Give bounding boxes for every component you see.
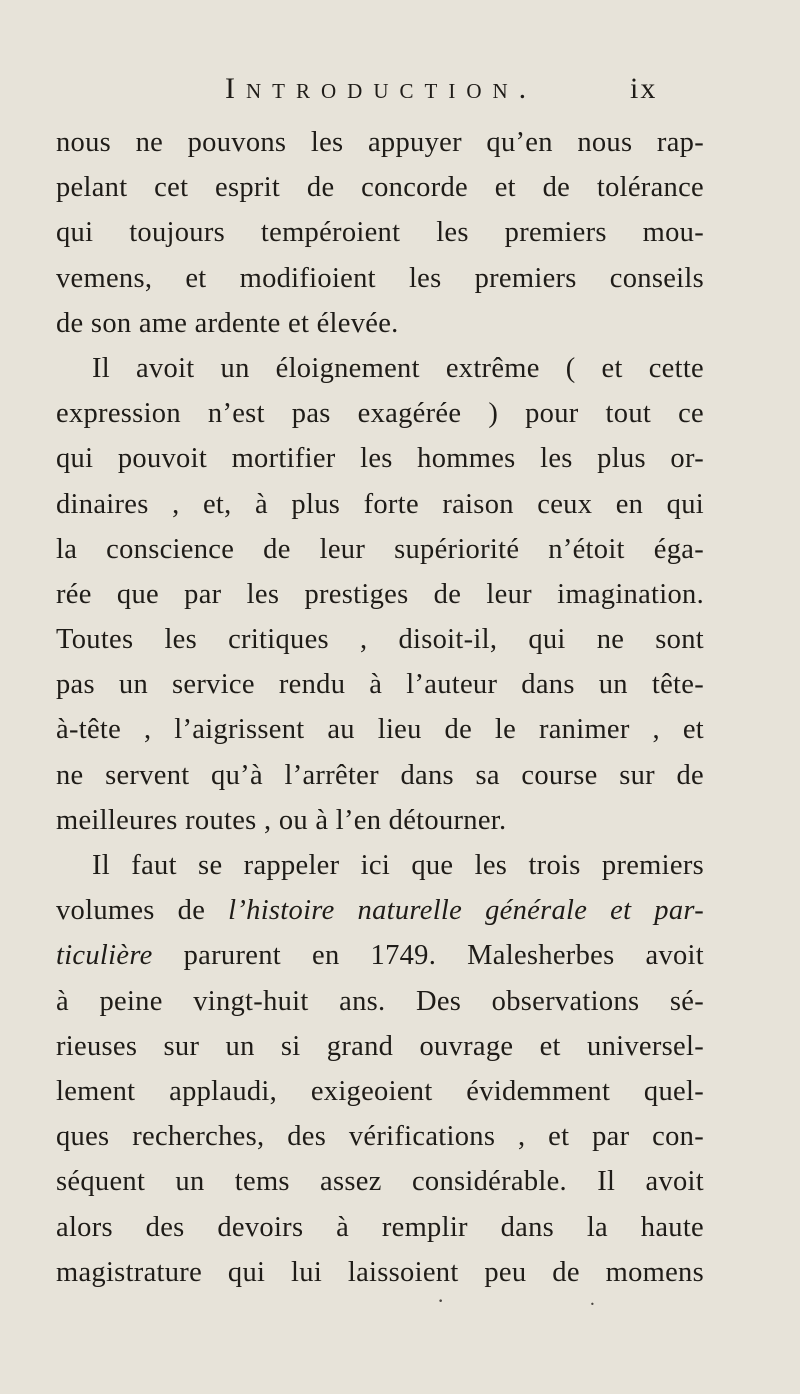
text-line: pelant cet esprit de concorde et de tolérance xyxy=(56,172,704,204)
text-line: nous ne pouvons les appuyer qu’en nous rap- xyxy=(56,127,704,158)
text-line: qui pouvoit mortifier les hommes les plus or- xyxy=(56,443,704,475)
text-line: magistrature qui lui laissoient peu de momens xyxy=(56,1256,704,1288)
text-line: pas un service rendu à l’auteur dans un tête- xyxy=(56,669,704,701)
text-line: expression n’est pas exagérée ) pour tout ce xyxy=(56,398,704,430)
text-line: Il avoit un éloignement extrême ( et cette xyxy=(92,352,704,384)
text-line: qui toujours tempéroient les premiers mou- xyxy=(56,217,704,249)
text-line xyxy=(56,933,704,978)
ink-speck: • xyxy=(590,1300,595,1309)
text-fragment: volumes de xyxy=(56,895,229,927)
page-number: ix xyxy=(630,72,658,105)
text-line: ques recherches, des vérifications , et par con- xyxy=(56,1121,704,1153)
text-line: la conscience de leur supériorité n’étoit éga- xyxy=(56,533,704,565)
ink-speck: • xyxy=(438,1297,444,1307)
text-line: vemens, et modifioient les premiers conseils xyxy=(56,262,704,294)
text-line: séquent un tems assez considérable. Il avoit xyxy=(56,1166,704,1198)
text-line: alors des devoirs à remplir dans la haute xyxy=(56,1211,704,1243)
running-title: Introduction. xyxy=(225,72,538,105)
page-header xyxy=(0,72,800,112)
book-title-italic: l’histoire naturelle générale et par- xyxy=(228,895,705,927)
text-line: rieuses sur un si grand ouvrage et universel- xyxy=(56,1030,704,1062)
text-line: à-tête , l’aigrissent au lieu de le ranimer , et xyxy=(56,714,704,746)
text-line xyxy=(56,888,704,933)
book-title-italic: ticulière xyxy=(56,940,153,972)
body-text xyxy=(56,120,704,1295)
text-line: lement applaudi, exigeoient évidemment quel- xyxy=(56,1075,704,1107)
text-line: ne servent qu’à l’arrêter dans sa course sur de xyxy=(56,759,704,791)
text-fragment: parurent en 1749. Malesherbes avoit xyxy=(152,940,704,972)
text-line: dinaires , et, à plus forte raison ceux en qui xyxy=(56,488,704,520)
text-line: Il faut se rappeler ici que les trois premiers xyxy=(92,850,704,881)
text-line: Toutes les critiques , disoit-il, qui ne sont xyxy=(56,624,704,656)
text-line: rée que par les prestiges de leur imagination. xyxy=(56,578,704,610)
text-line: meilleures routes , ou à l’en détourner. xyxy=(56,804,507,836)
text-line: de son ame ardente et élevée. xyxy=(56,307,399,339)
text-line: à peine vingt-huit ans. Des observations sé- xyxy=(56,985,704,1017)
